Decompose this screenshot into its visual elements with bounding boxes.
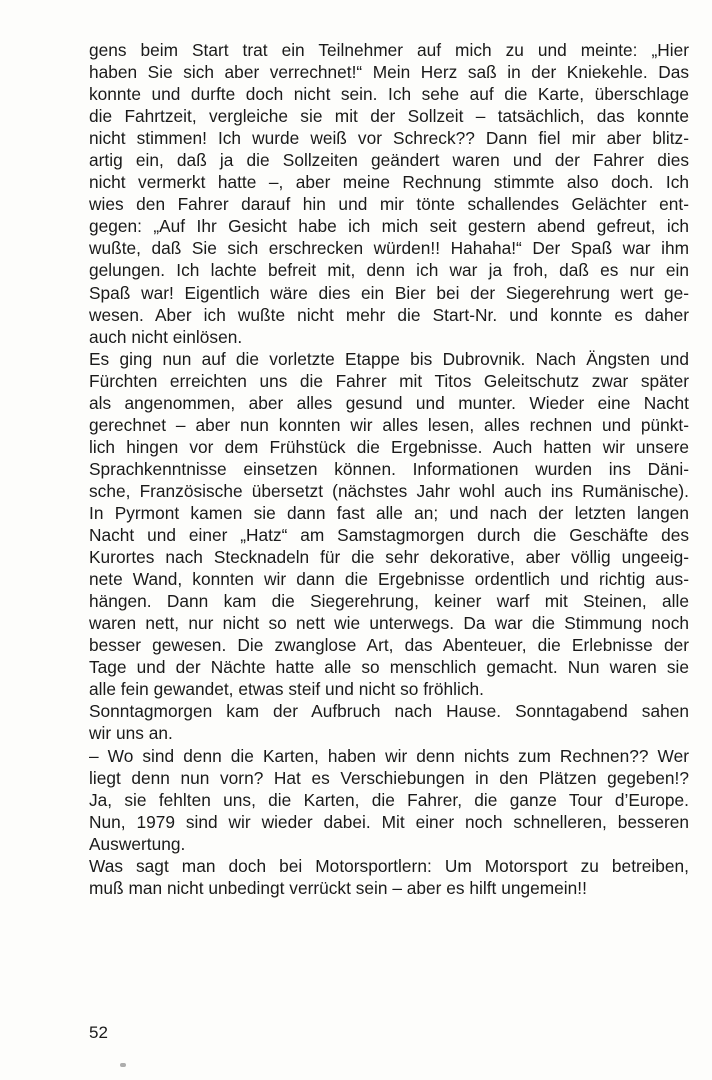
- text-line: waren nett, nur nicht so nett wie unterwegs. Da war die Stimmung noch: [89, 613, 689, 634]
- text-line: liegt denn nun vorn? Hat es Verschiebungen in den Plätzen gegeben!?: [89, 767, 689, 788]
- scan-speck: [120, 1063, 126, 1067]
- text-line: Sonntagmorgen kam der Aufbruch nach Hause. Sonntagabend sahen: [89, 701, 689, 722]
- text-line: artig ein, daß ja die Sollzeiten geändert waren und der Fahrer dies: [89, 150, 689, 171]
- text-line: besser gewesen. Die zwanglose Art, das Abenteuer, die Erlebnisse der: [89, 635, 689, 656]
- text-line: Fürchten erreichten uns die Fahrer mit Titos Geleitschutz zwar später: [89, 370, 689, 391]
- text-line: wußte, daß Sie sich erschrecken würden!! Hahaha!“ Der Spaß war ihm: [89, 238, 689, 259]
- text-line: haben Sie sich aber verrechnet!“ Mein Herz saß in der Kniekehle. Das: [89, 62, 689, 83]
- text-line: alle fein gewandet, etwas steif und nicht so fröhlich.: [89, 679, 484, 700]
- page-number: 52: [89, 1023, 108, 1042]
- text-line: gerechnet – aber nun konnten wir alles lesen, alles rechnen und pünkt-: [89, 414, 689, 435]
- text-line: gens beim Start trat ein Teilnehmer auf mich zu und meinte: „Hier: [89, 40, 689, 60]
- text-line: Nun, 1979 sind wir wieder dabei. Mit einer noch schnelleren, besseren: [89, 811, 689, 832]
- text-line: In Pyrmont kamen sie dann fast alle an; und nach der letzten langen: [89, 502, 689, 523]
- text-line: wies den Fahrer darauf hin und mir tönte schallendes Gelächter ent-: [89, 194, 689, 215]
- text-line: – Wo sind denn die Karten, haben wir denn nichts zum Rechnen?? Wer: [89, 745, 689, 766]
- text-line: wesen. Aber ich wußte nicht mehr die Start-Nr. und konnte es daher: [89, 304, 689, 325]
- text-line: gegen: „Auf Ihr Gesicht habe ich mich seit gestern abend gefreut, ich: [89, 216, 689, 237]
- text-line: wir uns an.: [89, 723, 173, 744]
- text-line: Auswertung.: [89, 833, 186, 854]
- text-line: konnte und durfte doch nicht sein. Ich sehe auf die Karte, überschlage: [89, 84, 689, 105]
- text-line: lich hingen vor dem Frühstück die Ergebnisse. Auch hatten wir unsere: [89, 436, 689, 457]
- text-line: muß man nicht unbedingt verrückt sein – aber es hilft ungemein!!: [89, 877, 587, 898]
- text-line: gelungen. Ich lachte befreit mit, denn ich war ja froh, daß es nur ein: [89, 260, 689, 281]
- text-line: Was sagt man doch bei Motorsportlern: Um Motorsport zu betreiben,: [89, 855, 689, 876]
- text-line: Spaß war! Eigentlich wäre dies ein Bier bei der Siegerehrung wert ge-: [89, 282, 689, 303]
- body-text: [89, 39, 689, 899]
- text-line: Ja, sie fehlten uns, die Karten, die Fahrer, die ganze Tour d’Europe.: [89, 789, 689, 810]
- text-line: auch nicht einlösen.: [89, 326, 243, 347]
- text-line: Es ging nun auf die vorletzte Etappe bis Dubrovnik. Nach Ängsten und: [89, 348, 689, 369]
- text-line: sche, Französische übersetzt (nächstes Jahr wohl auch ins Rumänische).: [89, 480, 689, 501]
- text-line: Kurortes nach Stecknadeln für die sehr dekorative, aber völlig ungeeig-: [89, 547, 689, 568]
- text-line: Nacht und einer „Hatz“ am Samstagmorgen durch die Geschäfte des: [89, 525, 689, 546]
- text-line: die Fahrtzeit, vergleiche sie mit der Sollzeit – tatsächlich, das konnte: [89, 106, 689, 127]
- text-line: nicht stimmen! Ich wurde weiß vor Schreck?? Dann fiel mir aber blitz-: [89, 128, 689, 149]
- text-line: Sprachkenntnisse einsetzen können. Informationen wurden ins Däni-: [89, 458, 689, 479]
- text-line: Tage und der Nächte hatte alle so menschlich gemacht. Nun waren sie: [89, 657, 689, 678]
- text-line: hängen. Dann kam die Siegerehrung, keiner warf mit Steinen, alle: [89, 591, 689, 612]
- text-line: nete Wand, konnten wir dann die Ergebnisse ordentlich und richtig aus-: [89, 569, 689, 590]
- text-line: als angenommen, aber alles gesund und munter. Wieder eine Nacht: [89, 392, 689, 413]
- text-line: nicht vermerkt hatte –, aber meine Rechnung stimmte also doch. Ich: [89, 172, 689, 193]
